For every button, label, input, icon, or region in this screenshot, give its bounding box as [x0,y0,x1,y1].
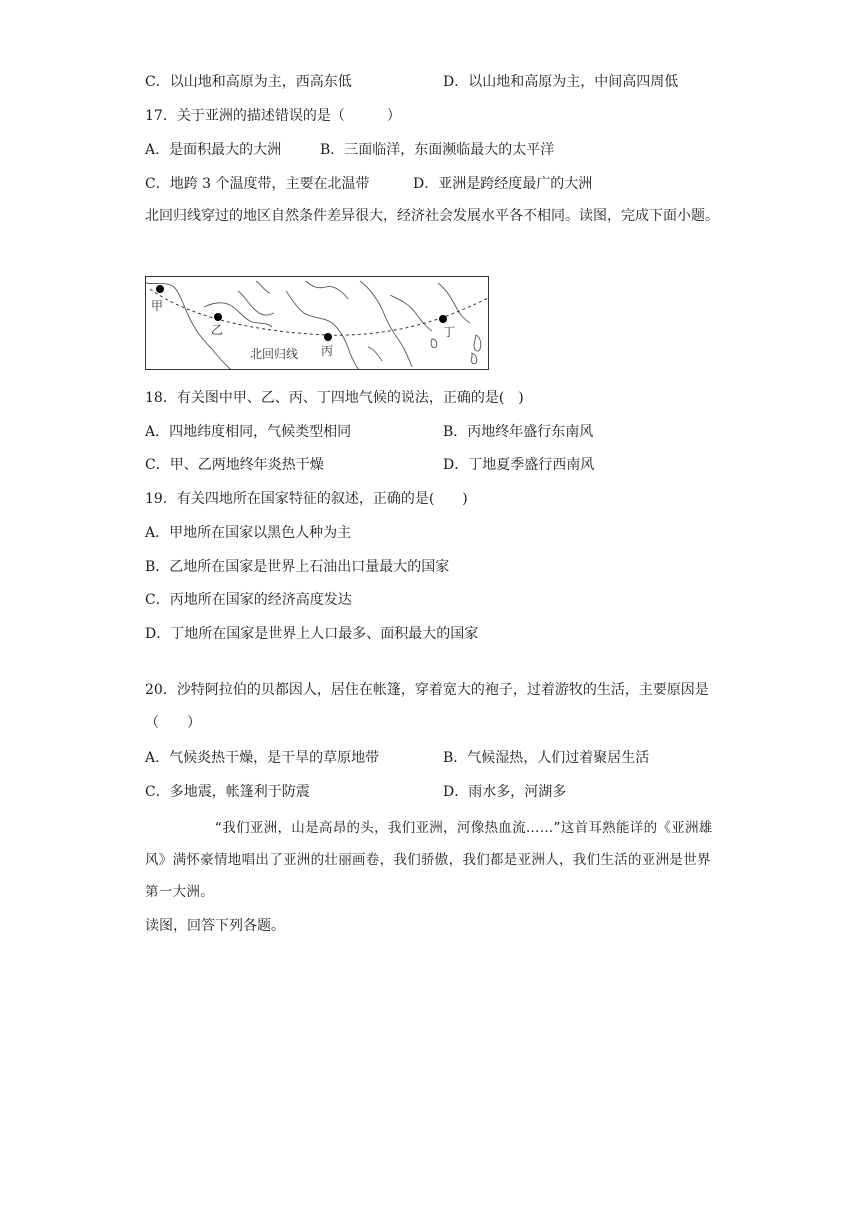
map-label-yi: 乙 [211,323,224,337]
location-dot-ding [439,315,447,323]
island-taiwan [474,335,481,351]
q19-option-b: B．乙地所在国家是世界上石油出口量最大的国家 [145,559,450,575]
intro-paragraph: 北回归线穿过的地区自然条件差异很大，经济社会发展水平各不相同。读图，完成下面小题。 [145,208,719,224]
q19-option-d: D．丁地所在国家是世界上人口最多、面积最大的国家 [145,626,479,642]
map-label-jia: 甲 [151,299,164,313]
q17-stem: 17．关于亚洲的描述错误的是（ ） [145,108,401,124]
poem-passage: “我们亚洲，山是高昂的头，我们亚洲，河像热血流……”这首耳熟能详的《亚洲雄风》满怀豪情地唱出了亚洲的壮丽画卷，我们骄傲，我们都是亚洲人，我们生活的亚洲是世界第一大洲。 [145,820,713,900]
map-label-ding: 丁 [443,325,456,339]
q17-option-c: C．地跨 3 个温度带，主要在北温带 [145,176,370,192]
tropic-of-cancer-line [150,289,489,335]
q17-option-b: B．三面临洋，东面濒临最大的太平洋 [320,142,555,158]
island-hainan [431,339,437,348]
tropic-of-cancer-map [145,276,489,370]
map-label-tropic: 北回归线 [250,347,299,361]
q20-option-b: B．气候湿热，人们过着聚居生活 [443,750,650,766]
q20-option-c: C．多地震，帐篷利于防震 [145,784,310,800]
q18-stem: 18．有关图中甲、乙、丙、丁四地气候的说法，正确的是( ) [145,390,524,406]
q17-option-d: D．亚洲是跨经度最广的大洲 [413,176,593,192]
q19-option-c: C．丙地所在国家的经济高度发达 [145,592,352,608]
q18-option-c: C．甲、乙两地终年炎热干燥 [145,457,324,473]
coastline-peninsula [368,347,382,361]
q18-option-a: A．四地纬度相同，气候类型相同 [145,424,352,440]
map-drawing [146,277,489,370]
coastline-china-south [390,295,432,331]
q18-option-b: B．丙地终年盛行东南风 [443,424,594,440]
location-dot-bing [324,333,332,341]
location-dot-yi [214,313,222,321]
coastline-north [306,281,348,299]
coastline-gulf [238,291,274,315]
q19-stem: 19．有关四地所在国家特征的叙述，正确的是( ) [145,491,468,507]
q16-option-c: C．以山地和高原为主，西高东低 [145,74,352,90]
read-prompt: 读图，回答下列各题。 [145,918,285,934]
q16-option-d: D．以山地和高原为主，中间高四周低 [443,74,679,90]
q19-option-a: A．甲地所在国家以黑色人种为主 [145,525,352,541]
island-luzon [471,353,477,364]
location-dot-jia [156,285,164,293]
q20-option-d: D．雨水多，河湖多 [443,784,567,800]
coastline-southeast-asia [360,281,412,367]
coastline-mediterranean [256,281,270,293]
q18-option-d: D．丁地夏季盛行西南风 [443,457,595,473]
q17-option-a: A．是面积最大的大洲 [145,142,282,158]
q20-option-a: A．气候炎热干燥，是干旱的草原地带 [145,750,380,766]
q20-stem: 20．沙特阿拉伯的贝都因人，居住在帐篷，穿着宽大的袍子，过着游牧的生活，主要原因是（ ） [145,682,709,731]
map-label-bing: 丙 [321,344,334,358]
